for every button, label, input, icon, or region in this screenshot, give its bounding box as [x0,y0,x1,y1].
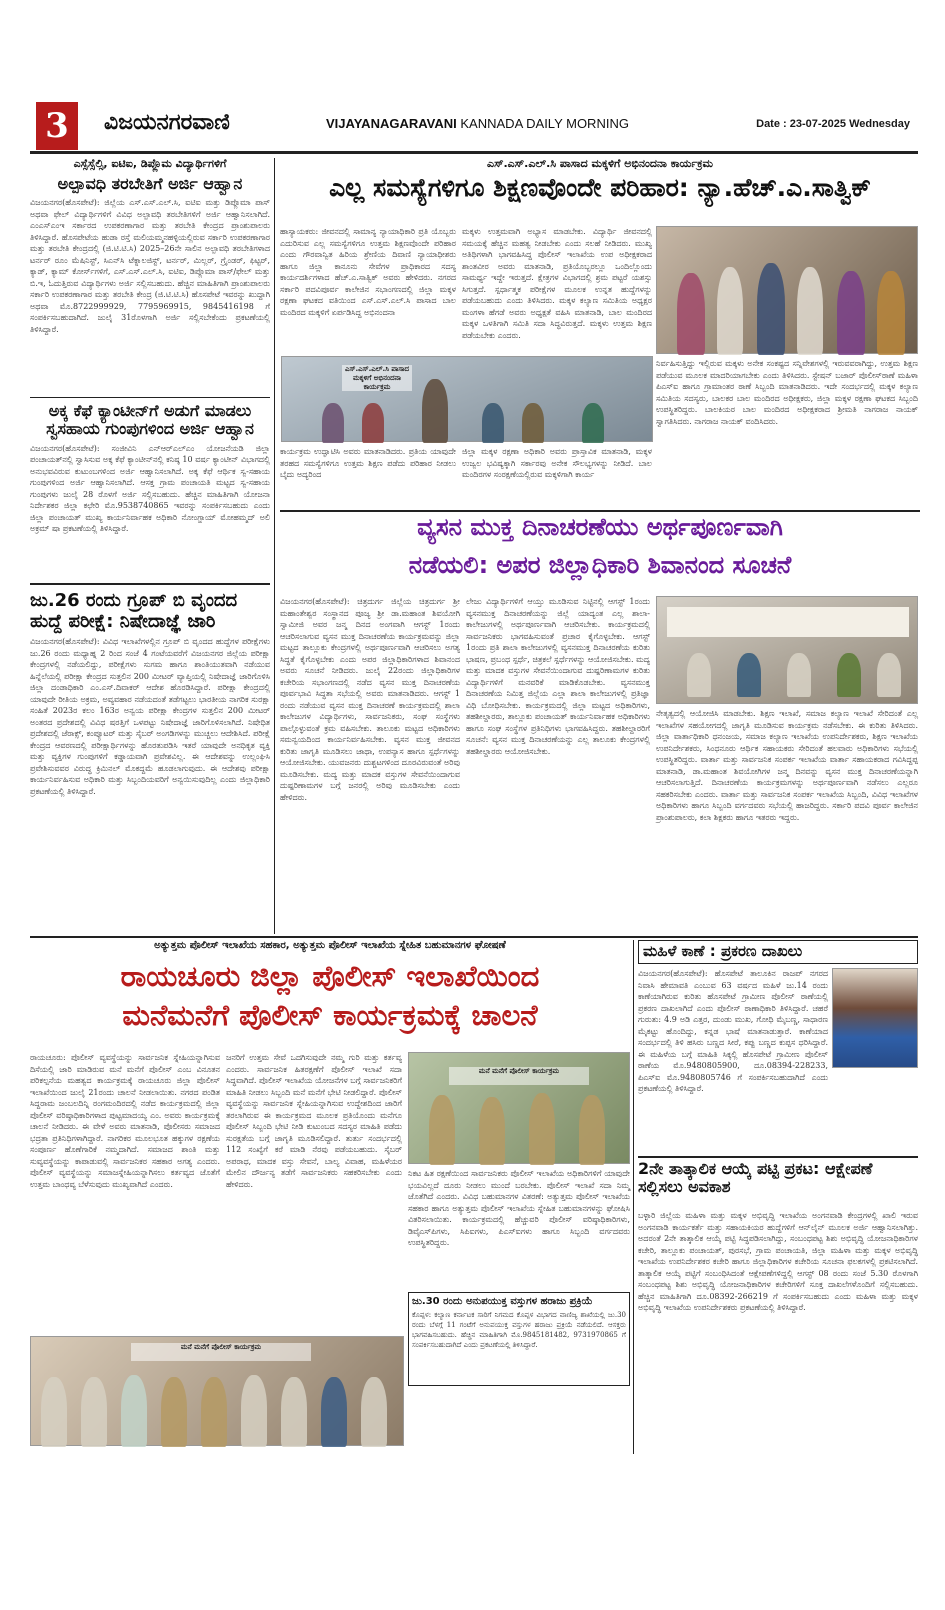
missing-body-rest [638,1070,918,1152]
vyasana-title-line1: ವ್ಯಸನ ಮುಕ್ತ ದಿನಾಚರಣೆಯು ಅರ್ಥಪೂರ್ಣವಾಗಿ [417,513,783,541]
auction-body: ಕೊಪ್ಪಳ: ಕಲ್ಯಾಣ ಕರ್ನಾಟಕ ಸಾರಿಗೆ ನಿಗಮದ ಕೊಪ್ಪಳ ವಿಭಾಗದ ವಾಣಿಜ್ಯ ಶಾಖೆಯಲ್ಲಿ ಜು.30 ರಂದು ಬೆಳಗ್ಗೆ 11 ಗಂಟೆಗೆ ಅನುಪಯುಕ್ತ ವಸ್ತುಗಳ ಹರಾಜು ಪ್ರಕ್ರಿಯೆ ನಡೆಯಲಿದೆ. ಆಸಕ್ತರು ಭಾಗವಹಿಸಬಹುದು. ಹೆಚ್ಚಿನ ಮಾಹಿತಿಗಾಗಿ ಮೊ.9845181482, 9731970865 ಗೆ ಸಂಪರ್ಕಿಸಬಹುದಾಗಿದೆ ಎಂದು ಪ್ರಕಟಣೆಯಲ್ಲಿ ತಿಳಿಸಿದ್ದಾರೆ. [412,1310,626,1349]
newspaper-title: ವಿಜಯನಗರವಾಣಿ [104,110,230,135]
selection-list-body: ಬಳ್ಳಾರಿ ಜಿಲ್ಲೆಯ ಮಹಿಳಾ ಮತ್ತು ಮಕ್ಕಳ ಅಭಿವೃದ್ಧಿ ಇಲಾಖೆಯ ಅಂಗನವಾಡಿ ಕೇಂದ್ರಗಳಲ್ಲಿ ಖಾಲಿ ಇರುವ ಅಂಗನವಾಡಿ ಕಾರ್ಯಕರ್ತೆ ಮತ್ತು ಸಹಾಯಕಿಯರ ಹುದ್ದೆಗಳಿಗೆ ಆನ್‌ಲೈನ್ ಮೂಲಕ ಅರ್ಜಿ ಆಹ್ವಾನಿಸಲಾಗಿತ್ತು. ಅದರಂತೆ 2ನೇ ತಾತ್ಕಾಲಿಕ ಆಯ್ಕೆ ಪಟ್ಟಿ ಸಿದ್ಧಪಡಿಸಲಾಗಿದ್ದು, ಸಂಬಂಧಪಟ್ಟ ಶಿಶು ಅಭಿವೃದ್ಧಿ ಯೋಜನಾಧಿಕಾರಿಗಳ ಕಚೇರಿ, ತಾಲ್ಲೂಕು ಪಂಚಾಯತ್, ಪುರಸಭೆ, ಗ್ರಾಮ ಪಂಚಾಯತಿ, ಜಿಲ್ಲಾ ಮಹಿಳಾ ಮತ್ತು ಮಕ್ಕಳ ಅಭಿವೃದ್ಧಿ ಇಲಾಖೆಯ ಉಪನಿರ್ದೇಶಕರ ಕಚೇರಿ ಹಾಗೂ ಜಿಲ್ಲಾಧಿಕಾರಿಗಳ ಕಚೇರಿಯ ಸೂಚನಾ ಫಲಕಗಳಲ್ಲಿ ಪ್ರಕಟಿಸಲಾಗಿದೆ. ತಾತ್ಕಾಲಿಕ ಆಯ್ಕೆ ಪಟ್ಟಿಗೆ ಸಂಬಂಧಿಸಿದಂತೆ ಆಕ್ಷೇಪಣೆಗಳಿದ್ದಲ್ಲಿ ಆಗಸ್ಟ್ 08 ರಂದು ಸಂಜೆ 5.30 ರೊಳಗಾಗಿ ಸಂಬಂಧಪಟ್ಟ ಶಿಶು ಅಭಿವೃದ್ಧಿ ಯೋಜನಾಧಿಕಾರಿಗಳ ಕಚೇರಿಗಳಿಗೆ ಸೂಕ್ತ ದಾಖಲೆಗಳೊಂದಿಗೆ ಸಲ್ಲಿಸಬಹುದು. ಹೆಚ್ಚಿನ ಮಾಹಿತಿಗಾಗಿ ದೂ.08392-266219 ಗೆ ಸಂಪರ್ಕಿಸಬಹುದು ಎಂದು ಮಹಿಳಾ ಮತ್ತು ಮಕ್ಕಳ ಅಭಿವೃದ್ಧಿ ಇಲಾಖೆಯ ಉಪನಿರ್ದೇಶಕರು ಪ್ರಕಟಣೆಯಲ್ಲಿ ತಿಳಿಸಿದ್ದಾರೆ. [638,1211,918,1312]
vyasana-col3: ನೇತೃತ್ವದಲ್ಲಿ ಆಯೋಜಿಸಿ ಮಾಡಬೇಕು. ಶಿಕ್ಷಣ ಇಲಾಖೆ, ಸಮಾಜ ಕಲ್ಯಾಣ ಇಲಾಖೆ ಸೇರಿದಂತೆ ಎಲ್ಲ ಇಲಾಖೆಗಳ ಸಹಯೋಗದಲ್ಲಿ ಜಾಗೃತಿ ಮೂಡಿಸುವ ಕಾರ್ಯಕ್ರಮ ನಡೆಸಬೇಕು. ಈ ಕುರಿತು ತಿಳಿಸಿದರು. ಜಿಲ್ಲಾ ವಾರ್ತಾಧಿಕಾರಿ ಧನಂಜಯ, ಸಮಾಜ ಕಲ್ಯಾಣ ಇಲಾಖೆಯ ಉಪನಿರ್ದೇಶಕರು, ಶಿಕ್ಷಣ ಇಲಾಖೆಯ ಉಪನಿರ್ದೇಶಕರು, ಸಿಂಧನೂರು ಆರ್ಥಿಕ ಸಹಾಯಕರು ಸೇರಿದಂತೆ ಹಲವಾರು ಅಧಿಕಾರಿಗಳು ಸಭೆಯಲ್ಲಿ ಉಪಸ್ಥಿತರಿದ್ದರು. ವಾರ್ತಾ ಮತ್ತು ಸಾರ್ವಜನಿಕ ಸಂಪರ್ಕ ಇಲಾಖೆಯ ವಾರ್ತಾ ಸಹಾಯಕರಾದ ಗವಿಸಿದ್ದಪ್ಪ ಮಾತನಾಡಿ, ಡಾ.ಮಹಾಂತ ಶಿವಯೋಗಿಗಳ ಜನ್ಮ ದಿನವನ್ನು ವ್ಯಸನ ಮುಕ್ತ ದಿನಾಚರಣೆಯನ್ನಾಗಿ ಆಚರಿಸಲಾಗುತ್ತಿದೆ. ದಿನಾಚರಣೆಯ ಕಾರ್ಯಕ್ರಮಗಳನ್ನು ಅರ್ಥಪೂರ್ಣವಾಗಿ ನಡೆಸಲು ಎಲ್ಲರೂ ಸಹಕರಿಸಬೇಕು ಎಂದರು. ವಾರ್ತಾ ಮತ್ತು ಸಾರ್ವಜನಿಕ ಸಂಪರ್ಕ ಇಲಾಖೆಯ ಸಿಬ್ಬಂದಿ, ವಿವಿಧ ಇಲಾಖೆಗಳ ಅಧಿಕಾರಿಗಳು ಹಾಗೂ ಸಿಬ್ಬಂದಿ ವರ್ಗದವರು ಸಭೆಯಲ್ಲಿ ಹಾಜರಿದ್ದರು. ಸರ್ಕಾರಿ ಪದವಿ ಪೂರ್ವ ಕಾಲೇಜಿನ ಪ್ರಾಂಶುಪಾಲರು, ಕಲಾ ಶಿಕ್ಷಕರು ಹಾಗೂ ಇತರರು ಇದ್ದರು. [656,709,918,822]
lead-photo-stage [281,356,653,442]
police-kicker: ಅತ್ಯುತ್ತಮ ಪೊಲೀಸ್ ಇಲಾಖೆಯ ಸಹಕಾರ, ಅತ್ಯುತ್ತಮ ಪೊಲೀಸ್ ಇಲಾಖೆಯ ಸ್ನೇಹಿತ ಬಹುಮಾನಗಳ ಘೋಷಣೆ [154,940,506,951]
police-photo-banner: ಮನೆ ಮನೆಗೆ ಪೊಲೀಸ್ ಕಾರ್ಯಕ್ರಮ [449,1067,589,1085]
article3-title: ಜು.26 ರಂದು ಗ್ರೂಪ್ ಬಿ ವೃಂದದ ಹುದ್ದೆ ಪರೀಕ್ಷೆ: ನಿಷೇದಾಜ್ಞೆ ಜಾರಿ [30,589,238,632]
police-award-photo [408,1052,630,1164]
police-col2: ಜನರಿಗೆ ಉತ್ತಮ ಸೇವೆ ಒದಗಿಸುವುದೇ ನಮ್ಮ ಗುರಿ ಮತ್ತು ಕರ್ತವ್ಯ ಎಂದರು. ಸಾರ್ವಜನಿಕ ಹಿತರಕ್ಷಣೆಗೆ ಪೊಲೀಸ್ ಇಲಾಖೆ ಸದಾ ಸಿದ್ಧವಾಗಿದೆ. ಪೊಲೀಸ್ ಇಲಾಖೆಯ ಯೋಜನೆಗಳ ಬಗ್ಗೆ ಸಾರ್ವಜನಿಕರಿಗೆ ಮಾಹಿತಿ ನೀಡಲು ಸಿಬ್ಬಂದಿ ಮನೆ ಮನೆಗೆ ಭೇಟಿ ನೀಡಲಿದ್ದಾರೆ. ಪೊಲೀಸ್ ವ್ಯವಸ್ಥೆಯನ್ನು ಸಾರ್ವಜನಿಕ ಸ್ನೇಹಿಯನ್ನಾಗಿಸುವ ಉದ್ದೇಶದಿಂದ ಜಾರಿಗೆ ತರಲಾಗಿರುವ ಈ ಕಾರ್ಯಕ್ರಮದ ಮೂಲಕ ಪ್ರತಿಯೊಂದು ಮನೆಗೂ ಪೊಲೀಸ್ ಸಿಬ್ಬಂದಿ ಭೇಟಿ ನೀಡಿ ಕುಟುಂಬದ ಸದಸ್ಯರ ಮಾಹಿತಿ ಪಡೆದು ಸುರಕ್ಷತೆಯ ಬಗ್ಗೆ ಜಾಗೃತಿ ಮೂಡಿಸಲಿದ್ದಾರೆ. ತುರ್ತು ಸಂದರ್ಭದಲ್ಲಿ 112 ಸಂಖ್ಯೆಗೆ ಕರೆ ಮಾಡಿ ನೆರವು ಪಡೆಯಬಹುದು. ಸೈಬರ್ ಅಪರಾಧ, ಮಾದಕ ವಸ್ತು ಸೇವನೆ, ಬಾಲ್ಯ ವಿವಾಹ, ಮಹಿಳೆಯರ ಮೇಲಿನ ದೌರ್ಜನ್ಯ ತಡೆಗೆ ಸಾರ್ವಜನಿಕರು ಸಹಕರಿಸಬೇಕು ಎಂದು ಹೇಳಿದರು. [226,1053,402,1189]
police-group-photo-banner: ಮನೆ ಮನೆಗೆ ಪೊಲೀಸ್ ಕಾರ್ಯಕ್ರಮ [131,1343,311,1361]
issue-date: Date : 23-07-2025 Wednesday [756,118,910,130]
masthead [30,102,918,154]
lead-col1-top: ಹಾಸ್ಯಾಯಕರು: ಜೀವನದಲ್ಲಿ ಸಾಮಾನ್ಯ ನ್ಯಾಯಾಧಿಕಾರಿ ಪ್ರತಿ ಯೊಬ್ಬರು ಎದುರಿಸುವ ಎಲ್ಲ ಸಮಸ್ಯೆಗಳಿಗೂ ಉತ್ತಮ ಶಿಕ್ಷಣವೊಂದೇ ಪರಿಹಾರ ಎಂದು ಗೌರವಾನ್ವಿತ ಹಿರಿಯ ಶ್ರೇಣಿಯ ದಿವಾಣಿ ನ್ಯಾಯಾಧೀಶರು ಹಾಗೂ ಜಿಲ್ಲಾ ಕಾನೂನು ಸೇವೆಗಳ ಪ್ರಾಧಿಕಾರದ ಸದಸ್ಯ ಕಾರ್ಯದರ್ಶಿಗಳಾದ ಹೆಚ್.ಎ.ಸಾತ್ವಿಕ್ ಅವರು ಹೇಳಿದರು. ನಗರದ ಸರ್ಕಾರಿ ಪದವಿಪೂರ್ವ ಕಾಲೇಜಿನ ಸಭಾಂಗಣದಲ್ಲಿ ಜಿಲ್ಲಾ ಮಕ್ಕಳ ರಕ್ಷಣಾ ಘಟಕದ ವತಿಯಿಂದ ಎಸ್.ಎಸ್.ಎಲ್.ಸಿ ಪಾಸಾದ ಬಾಲ ಮಂದಿರದ ಮಕ್ಕಳಿಗೆ ಏರ್ಪಡಿಸಿದ್ದ ಅಭಿನಂದನಾ [280,227,456,317]
police-group-photo [30,1336,404,1446]
missing-body-top: ವಿಜಯನಗರ(ಹೊಸಪೇಟೆ): ಹೊಸಪೇಟೆ ತಾಲೂಕಿನ ರಾಜಪ್ ನಗರದ ನಿವಾಸಿ ಹೇಮಾವತಿ ಎಂಬುವ 63 ವರ್ಷದ ಮಹಿಳೆ ಜು.14 ರಂದು ಕಾಣೆಯಾಗಿರುವ ಕುರಿತು ಹೊಸಪೇಟೆ ಗ್ರಾಮೀಣ ಪೊಲೀಸ್ ಠಾಣೆಯಲ್ಲಿ ಪ್ರಕರಣ ದಾಖಲಾಗಿದೆ ಎಂದು ಪೊಲೀಸ್ ಠಾಣಾಧಿಕಾರಿ ತಿಳಿಸಿದ್ದಾರೆ. ಚಹರೆ ಗುರುತು: 4.9 ಅಡಿ ಎತ್ತರ, ದುಂಡು ಮುಖ, ಗೋಧಿ ಮೈಬಣ್ಣ, ಸಾಧಾರಣ ಮೈಕಟ್ಟು ಹೊಂದಿದ್ದು, ಕನ್ನಡ ಭಾಷೆ ಮಾತನಾಡುತ್ತಾರೆ. ಕಾಣೆಯಾದ ಸಂದರ್ಭದಲ್ಲಿ ತಿಳಿ ಹಸಿರು ಬಣ್ಣದ ಸೀರೆ, ಕಪ್ಪು ಬಣ್ಣದ ಕುಪ್ಪಸ ಧರಿಸಿದ್ದಾರೆ. ಈ ಮಹಿಳೆಯ ಬಗ್ಗೆ ಮಾಹಿತಿ ಸಿಕ್ಕಲ್ಲಿ ಹೊಸಪೇಟೆ ಗ್ರಾಮೀಣ ಪೊಲೀಸ್ ಠಾಣೆಯ ಮೊ.9480805900, ದೂ.08394-228233, ಪಿಎಸ್‌ಐ ಮೊ.9480805746 ಗೆ ಸಂಪರ್ಕಿಸಬಹುದಾಗಿದೆ ಎಂದು ಪ್ರಕಟಣೆಯಲ್ಲಿ ತಿಳಿಸಿದ್ದಾರೆ. [638,969,828,1093]
police-col1: ರಾಯಚೂರು: ಪೊಲೀಸ್ ವ್ಯವಸ್ಥೆಯನ್ನು ಸಾರ್ವಜನಿಕ ಸ್ನೇಹಿಯನ್ನಾಗಿಸುವ ದಿಸೆಯಲ್ಲಿ ಜಾರಿ ಮಾಡಿರುವ ಮನೆ ಮನೆಗೆ ಪೊಲೀಸ್ ಎಂಬ ವಿನೂತನ ಪರಿಕಲ್ಪನೆಯ ಮಹತ್ವದ ಕಾರ್ಯಕ್ರಮಕ್ಕೆ ರಾಯಚೂರು ಜಿಲ್ಲಾ ಪೊಲೀಸ್ ಇಲಾಖೆಯಿಂದ ಜುಲೈ 21ರಂದು ಚಾಲನೆ ನೀಡಲಾಯಿತು. ನಗರದ ಪಂಡಿತ ಸಿದ್ದರಾಮ ಜಂಬಲದಿನ್ನಿ ರಂಗಮಂದಿರದಲ್ಲಿ ನಡೆದ ಕಾರ್ಯಕ್ರಮದಲ್ಲಿ ಜಿಲ್ಲಾ ಪೊಲೀಸ್ ವರಿಷ್ಠಾಧಿಕಾರಿಗಳಾದ ಪುಟ್ಟಮಾದಯ್ಯ ಎಂ. ಅವರು ಕಾರ್ಯಕ್ರಮಕ್ಕೆ ಚಾಲನೆ ನೀಡಿದರು. ಈ ವೇಳೆ ಅವರು ಮಾತನಾಡಿ, ಪೊಲೀಸರು ಸಮಾಜದ ಭದ್ರತಾ ಪ್ರತಿನಿಧಿಗಳಾಗಿದ್ದಾರೆ. ನಾಗರಿಕರ ಮೂಲಭೂತ ಹಕ್ಕುಗಳ ರಕ್ಷಣೆಯ ಸಂಪೂರ್ಣ ಹೊಣೆಗಾರಿಕೆ ನಮ್ಮದಾಗಿದೆ. ಸಮಾಜದ ಶಾಂತಿ ಮತ್ತು ಸುವ್ಯವಸ್ಥೆಯನ್ನು ಕಾಪಾಡುವಲ್ಲಿ ಸಾರ್ವಜನಿಕರ ಸಹಕಾರ ಅಗತ್ಯ ಎಂದರು. ಪೊಲೀಸ್ ವ್ಯವಸ್ಥೆಯನ್ನು ಸಮಾಜಸ್ನೇಹಿಯನ್ನಾಗಿಸಲು ಕರ್ತವ್ಯದ ಜೊತೆಗೆ ಉತ್ತಮ ಬಾಂಧವ್ಯ ಬೆಳೆಸುವುದು ಮುಖ್ಯವಾಗಿದೆ ಎಂದರು. [30,1053,220,1189]
article3-body: ವಿಜಯನಗರ(ಹೊಸಪೇಟೆ): ವಿವಿಧ ಇಲಾಖೆಗಳಲ್ಲಿನ ಗ್ರೂಪ್ ಬಿ ವೃಂದದ ಹುದ್ದೆಗಳ ಪರೀಕ್ಷೆಗಳು ಜು.26 ರಂದು ಮಧ್ಯಾಹ್ನ 2 ರಿಂದ ಸಂಜೆ 4 ಗಂಟೆಯವರೆಗೆ ವಿಜಯನಗರ ಜಿಲ್ಲೆಯ ಪರೀಕ್ಷಾ ಕೇಂದ್ರಗಳಲ್ಲಿ ನಡೆಯಲಿದ್ದು, ಪರೀಕ್ಷೆಗಳು ಸುಗಮ ಹಾಗೂ ಶಾಂತಿಯುತವಾಗಿ ನಡೆಯುವ ಹಿನ್ನೆಲೆಯಲ್ಲಿ ಪರೀಕ್ಷಾ ಕೇಂದ್ರದ ಸುತ್ತಲಿನ 200 ಮೀಟರ್ ವ್ಯಾಪ್ತಿಯಲ್ಲಿ ನಿಷೇದಾಜ್ಞೆ ಜಾರಿಗೊಳಿಸಿ ಜಿಲ್ಲಾ ದಂಡಾಧಿಕಾರಿ ಎಂ.ಎಸ್.ದಿವಾಕರ್ ಆದೇಶ ಹೊರಡಿಸಿದ್ದಾರೆ. ಪರೀಕ್ಷಾ ಕೇಂದ್ರದಲ್ಲಿ ಯಾವುದೇ ರೀತಿಯ ಅಕ್ರಮ, ಅವ್ಯವಹಾರ ನಡೆಯದಂತೆ ತಡೆಗಟ್ಟಲು ಭಾರತೀಯ ನಾಗರಿಕ ಸುರಕ್ಷಾ ಸಂಹಿತೆ 2023ರ ಕಲಂ 163ರ ಅನ್ವಯ ಪರೀಕ್ಷಾ ಕೇಂದ್ರಗಳ ಸುತ್ತಲಿನ 200 ಮೀಟರ್ ಅಂತರದ ಪ್ರದೇಶದಲ್ಲಿ ವಿವಿಧ ಷರತ್ತಿಗೆ ಒಳಪಟ್ಟು ನಿಷೇದಾಜ್ಞೆ ಜಾರಿಗೊಳಿಸಲಾಗಿದೆ. ನಿಷೇಧಿತ ಪ್ರದೇಶದಲ್ಲಿ ಜೆರಾಕ್ಸ್, ಕಂಪ್ಯೂಟರ್ ಮತ್ತು ಸೈಬರ್ ಅಂಗಡಿಗಳನ್ನು ಮುಚ್ಚಲು ಆದೇಶಿಸಿದೆ. ಪರೀಕ್ಷೆ ಕೇಂದ್ರದ ಆವರಣದಲ್ಲಿ ಪರೀಕ್ಷಾರ್ಥಿಗಳನ್ನು ಹೊರತುಪಡಿಸಿ ಇತರೆ ಯಾವುದೇ ಅನಧಿಕೃತ ವ್ಯಕ್ತಿ ಮತ್ತು ವ್ಯಕ್ತಿಗಳ ಗುಂಪುಗಳಿಗೆ ಕಡ್ಡಾಯವಾಗಿ ಪ್ರವೇಶವಿಲ್ಲ. ಈ ಆದೇಶವನ್ನು ಉಲ್ಲಂಘಿಸಿ ಪ್ರವೇಶಿಸುವವರ ವಿರುದ್ಧ ಕ್ರಿಮಿನಲ್ ಮೊಕದ್ದಮೆ ಹೂಡಲಾಗುವುದು. ಈ ಆದೇಶವು ಪರೀಕ್ಷಾ ಕಾರ್ಯನಿರ್ವಹಿಸುವ ಅಧಿಕಾರಿ ಮತ್ತು ಸಿಬ್ಬಂದಿಯವರಿಗೆ ಅನ್ವಯಿಸುವುದಿಲ್ಲ ಎಂದು ಜಿಲ್ಲಾಧಿಕಾರಿ ಪ್ರಕಟಣೆಯಲ್ಲಿ ತಿಳಿಸಿದ್ದಾರೆ. [30,637,270,796]
lead-photo-banner: ಎಸ್.ಎಸ್.ಎಲ್.ಸಿ ಪಾಸಾದ ಮಕ್ಕಳಿಗೆ ಅಭಿನಂದನಾ ಕಾರ್ಯಕ್ರಮ [342,365,412,391]
left-column [30,158,270,934]
auction-title: ಜು.30 ರಂದು ಅನುಪಯುಕ್ತ ವಸ್ತುಗಳ ಹರಾಜು ಪ್ರಕ್ರಿಯೆ [412,1296,593,1307]
police-title-line1: ರಾಯಚೂರು ಜಿಲ್ಲಾ ಪೊಲೀಸ್ ಇಲಾಖೆಯಿಂದ [120,958,540,993]
lead-col2-top: ಮಕ್ಕಳು ಉತ್ತಮವಾಗಿ ಅಭ್ಯಾಸ ಮಾಡಬೇಕು. ವಿದ್ಯಾರ್ಥಿ ಜೀವನದಲ್ಲಿ ಸಮಯಕ್ಕೆ ಹೆಚ್ಚಿನ ಮಹತ್ವ ನೀಡಬೇಕು ಎಂದು ಸಲಹೆ ನೀಡಿದರು. ಮುಖ್ಯ ಅತಿಥಿಗಳಾಗಿ ಭಾಗವಹಿಸಿದ್ದ ಪೊಲೀಸ್ ಇಲಾಖೆಯ ಉಪ ಅಧೀಕ್ಷಕರಾದ ಶಾಂತವೀರ ಅವರು ಮಾತನಾಡಿ, ಪ್ರತಿಯೊಬ್ಬರಲ್ಲೂ ಒಂದಿಲ್ಲೊಂದು ಸಾಮರ್ಥ್ಯ ಇದ್ದೇ ಇರುತ್ತದೆ. ಕ್ಷೇತ್ರಗಳ ವಿಭಾಗದಲ್ಲಿ ಶ್ರಮ ಪಟ್ಟರೆ ಯಶಸ್ಸು ಸಿಗುತ್ತದೆ. ಸ್ಪರ್ಧಾತ್ಮಕ ಪರೀಕ್ಷೆಗಳ ಮೂಲಕ ಉನ್ನತ ಹುದ್ದೆಗಳನ್ನು ಪಡೆಯಬಹುದು ಎಂದು ತಿಳಿಸಿದರು. ಮಕ್ಕಳ ಕಲ್ಯಾಣ ಸಮಿತಿಯ ಅಧ್ಯಕ್ಷರ ಮಂಗಳಾ ಹೆಗಡೆ ಅವರು ಅಧ್ಯಕ್ಷತೆ ವಹಿಸಿ ಮಾತನಾಡಿ, ಬಾಲ ಮಂದಿರದ ಮಕ್ಕಳ ಒಳತಿಗಾಗಿ ಸಮಿತಿ ಸದಾ ಸಿದ್ಧವಿರುತ್ತದೆ. ಮಕ್ಕಳು ಉತ್ತಮ ಶಿಕ್ಷಣ ಪಡೆಯಬೇಕು ಎಂದರು. [462,227,652,340]
newspaper-title-english: VIJAYANAGARAVANI KANNADA DAILY MORNING [326,116,629,131]
missing-title: ಮಹಿಳೆ ಕಾಣೆ : ಪ್ರಕರಣ ದಾಖಲು [643,942,803,960]
missing-woman-photo [832,968,918,1068]
missing-title-box [638,940,918,964]
article1-body: ವಿಜಯನಗರ(ಹೊಸಪೇಟೆ): ಜಿಲ್ಲೆಯ ಎಸ್.ಎಸ್.ಎಲ್.ಸಿ, ಐಟಿಐ ಮತ್ತು ಡಿಪ್ಲೊಮಾ ಪಾಸ್ ಅಥವಾ ಫೇಲ್ ವಿದ್ಯಾರ್ಥಿಗಳಿಗೆ ವಿವಿಧ ಅಲ್ಪಾವಧಿ ತರಬೇತಿಗಳಿಗೆ ಅರ್ಜಿ ಆಹ್ವಾನಿಸಲಾಗಿದೆ. ಎಂಎಸ್ಎಂಇ ಸರ್ಕಾರದ ಉಪಕರಣಾಗಾರ ಮತ್ತು ತರಬೇತಿ ಕೇಂದ್ರದ ಪ್ರಾಂಶುಪಾಲರು ತಿಳಿಸಿದ್ದಾರೆ. ಹೊಸಪೇಟೆಯ ಹುಡಾ ರಸ್ತೆ ಮಲಿಯಮ್ಮನಹಳ್ಳಿಯಲ್ಲಿರುವ ಸರ್ಕಾರಿ ಉಪಕರಣಾಗಾರ ಮತ್ತು ತರಬೇತಿ ಕೇಂದ್ರದಲ್ಲಿ (ಜಿ.ಟಿ.ಟಿ.ಸಿ) 2025–26ನೇ ಸಾಲಿನ ಅಲ್ಪಾವಧಿ ತರಬೇತಿಗಳಾದ ಟರ್ನರ್ ರೂಂ ಮೆಷಿನಿಸ್ಟ್, ಸಿಎನ್‌ಸಿ ಟೆಕ್ನಾಲಜಿಸ್ಟ್, ಟರ್ನರ್, ಮಿಲ್ಲರ್, ಗ್ರೈಂಡರ್, ಫಿಟ್ಟರ್, ಕ್ಯಾಡ್, ಕ್ಯಾಮ್ ಕೋರ್ಸ್‌ಗಳಿಗೆ, ಎಸ್.ಎಸ್.ಎಲ್.ಸಿ, ಐಟಿಐ, ಡಿಪ್ಲೊಮಾ ಪಾಸ್/ಫೇಲ್ ಮತ್ತು ಬಿ.ಇ, ಓದುತ್ತಿರುವ ವಿದ್ಯಾರ್ಥಿಗಳು ಅರ್ಜಿ ಸಲ್ಲಿಸಬಹುದು. ಹೆಚ್ಚಿನ ಮಾಹಿತಿಗಾಗಿ ಪ್ರಾಂಶುಪಾಲರು ಸರ್ಕಾರಿ ಉಪಕರಣಾಗಾರ ಮತ್ತು ತರಬೇತಿ ಕೇಂದ್ರ (ಜಿ.ಟಿ.ಟಿ.ಸಿ) ಹೊಸಪೇಟೆ ಇವರನ್ನು ಖುದ್ದಾಗಿ ಅಥವಾ ಮೊ.8722999929, 7795969915, 9845416198 ಗೆ ಸಂಪರ್ಕಿಸಬಹುದಾಗಿದೆ. ಜುಲೈ 31ರೊಳಗಾಗಿ ಅರ್ಜಿ ಸಲ್ಲಿಸಬೇಕೆಂದು ಪ್ರಕಟಣೆಯಲ್ಲಿ ತಿಳಿಸಿದ್ದಾರೆ. [30,198,270,334]
police-col3: ನಿಕಟ ಹಿತ ರಕ್ಷಣೆಯಿಂದ ಸಾರ್ವಜನಿಕರು ಪೊಲೀಸ್ ಇಲಾಖೆಯ ಅಧಿಕಾರಿಗಳಿಗೆ ಯಾವುದೇ ಭಯವಿಲ್ಲದೆ ದೂರು ನೀಡಲು ಮುಂದೆ ಬರಬೇಕು. ಪೊಲೀಸ್ ಇಲಾಖೆ ಸದಾ ನಿಮ್ಮ ಜೊತೆಗಿದೆ ಎಂದರು. ವಿವಿಧ ಬಹುಮಾನಗಳ ವಿತರಣೆ: ಅತ್ಯುತ್ತಮ ಪೊಲೀಸ್ ಇಲಾಖೆಯ ಸಹಕಾರ ಹಾಗೂ ಅತ್ಯುತ್ತಮ ಪೊಲೀಸ್ ಇಲಾಖೆಯ ಸ್ನೇಹಿತ ಬಹುಮಾನಗಳನ್ನು ಘೋಷಿಸಿ ವಿತರಿಸಲಾಯಿತು. ಕಾರ್ಯಕ್ರಮದಲ್ಲಿ ಹೆಚ್ಚುವರಿ ಪೊಲೀಸ್ ವರಿಷ್ಠಾಧಿಕಾರಿಗಳು, ಡಿವೈಎಸ್‌ಪಿಗಳು, ಸಿಪಿಐಗಳು, ಪಿಎಸ್‌ಐಗಳು ಹಾಗೂ ಸಿಬ್ಬಂದಿ ವರ್ಗದವರು ಉಪಸ್ಥಿತರಿದ್ದರು. [408,1169,630,1247]
article2-body: ವಿಜಯನಗರ(ಹೊಸಪೇಟೆ): ಸಂಜೀವಿನಿ ಎನ್‌ಆರ್‌ಎಲ್ಎಂ ಯೋಜನೆಯಡಿ ಜಿಲ್ಲಾ ಪಂಚಾಯತ್‌ನಲ್ಲಿ ಸ್ವಾಸಿಸುವ ಅಕ್ಕ ಕೆಫೆ ಕ್ಯಾಂಟೀನ್‌ನಲ್ಲಿ ಕನಿಷ್ಠ 10 ವರ್ಷ ಕ್ಯಾಂಟೀನ್ ವಿಭಾಗದಲ್ಲಿ ಅನುಭವವಿರುವ ಕುಟುಂಬಗಳಿಂದ ಅರ್ಜಿ ಆಹ್ವಾನಿಸಲಾಗಿದೆ. ಅಕ್ಕ ಕೆಫೆ ಆರ್ಥಿಕ ಸ್ವ-ಸಹಾಯ ಗುಂಪುಗಳಿಂದ ಅರ್ಜಿ ಆಹ್ವಾನಿಸಲಾಗಿದೆ. ಆಸಕ್ತ ಗ್ರಾಮ ಪಂಚಾಯತಿ ಮಟ್ಟದ ಸ್ವ-ಸಹಾಯ ಗುಂಪುಗಳು ಜುಲೈ 28 ರೊಳಗೆ ಅರ್ಜಿ ಸಲ್ಲಿಸಬಹುದು. ಹೆಚ್ಚಿನ ಮಾಹಿತಿಗಾಗಿ ಯೋಜನಾ ನಿರ್ದೇಶಕರ ಜಿಲ್ಲಾ ಕಛೇರಿ ಮೊ.9538740865 ಇವರನ್ನು ಸಂಪರ್ಕಿಸಬಹುದು ಎಂದು ಜಿಲ್ಲಾ ಪಂಚಾಯತ್ ಮುಖ್ಯ ಕಾರ್ಯನಿರ್ವಾಹಕ ಅಧಿಕಾರಿ ನೋಂಗ್ಜಾಯ್ ಮೋಹಮ್ಮದ್ ಅಲಿ ಅಕ್ರಮ್ ಷಾ ಪ್ರಕಟಣೆಯಲ್ಲಿ ತಿಳಿಸಿದ್ದಾರೆ. [30,443,270,534]
selection-list-title: 2ನೇ ತಾತ್ಕಾಲಿಕ ಆಯ್ಕೆ ಪಟ್ಟಿ ಪ್ರಕಟ: ಆಕ್ಷೇಪಣೆ ಸಲ್ಲಿಸಲು ಅವಕಾಶ [638,1159,873,1197]
lead-kicker: ಎಸ್.ಎಸ್.ಎಲ್.ಸಿ ಪಾಸಾದ ಮಕ್ಕಳಿಗೆ ಅಭಿನಂದನಾ ಕಾರ್ಯಕ್ರಮ [487,157,713,170]
lead-col1-bottom: ಕಾರ್ಯಕ್ರಮ ಉದ್ಘಾಟಿಸಿ ಅವರು ಮಾತನಾಡಿದರು. ಪ್ರತಿಯ ಯಾವುದೇ ತರಹದ ಸಮಸ್ಯೆಗಳಿಗೂ ಉತ್ತಮ ಶಿಕ್ಷಣ ಪಡೆದು ಪರಿಹಾರ ನೀಡಲು ಬೈದು ಅದ್ಯರಿಂದ [280,447,456,479]
vyasana-col2: ಲೇಜು ವಿದ್ಯಾರ್ಥಿಗಳಿಗೆ ಆಯ್ತು ಮೂಡಿಸುವ ನಿಟ್ಟಿನಲ್ಲಿ ಆಗಸ್ಟ್ 1ರಂದು ವ್ಯಸನಮುಕ್ತ ದಿನಾಚರಣೆಯನ್ನು ಜಿಲ್ಲೆ ಯಾದ್ಯಂತ ಎಲ್ಲ ಶಾಲಾ-ಕಾಲೇಜುಗಳಲ್ಲಿ ಅರ್ಥಪೂರ್ಣವಾಗಿ ಆಚರಿಸಬೇಕು. ಕಾರ್ಯಕ್ರಮದಲ್ಲಿ ಸಾರ್ವಜನಿಕರು ಭಾಗವಹಿಸುವಂತೆ ಪ್ರಚಾರ ಕೈಗೊಳ್ಳಬೇಕು. ಆಗಸ್ಟ್ 1ರಂದು ಪ್ರತಿ ಶಾಲಾ ಕಾಲೇಜುಗಳಲ್ಲಿ ವ್ಯಸನಮುಕ್ತ ದಿನಾಚರಣೆಯ ಕುರಿತು ಭಾಷಣ, ಪ್ರಬಂಧ ಸ್ಪರ್ಧೆ, ಚಿತ್ರಕಲೆ ಸ್ಪರ್ಧೆಗಳನ್ನು ಆಯೋಜಿಸಬೇಕು. ಮದ್ಯ ಮತ್ತು ಮಾದಕ ವಸ್ತುಗಳ ಸೇವನೆಯಿಂದಾಗುವ ದುಷ್ಪರಿಣಾಮಗಳ ಕುರಿತು ವಿದ್ಯಾರ್ಥಿಗಳಿಗೆ ಮನವರಿಕೆ ಮಾಡಿಕೊಡಬೇಕು. ವ್ಯಸನಮುಕ್ತ ದಿನಾಚರಣೆಯ ನಿಮಿತ್ತ ಜಿಲ್ಲೆಯ ಎಲ್ಲಾ ಶಾಲಾ ಕಾಲೇಜುಗಳಲ್ಲಿ ಪ್ರತಿಜ್ಞಾ ವಿಧಿ ಬೋಧಿಸಬೇಕು. ಕಾರ್ಯಕ್ರಮದಲ್ಲಿ ಜಿಲ್ಲಾ ಮಟ್ಟದ ಅಧಿಕಾರಿಗಳು, ತಹಶೀಲ್ದಾರರು, ತಾಲ್ಲೂಕು ಪಂಚಾಯತ್ ಕಾರ್ಯನಿರ್ವಾಹಕ ಅಧಿಕಾರಿಗಳು ಹಾಗೂ ಸಂಘ ಸಂಸ್ಥೆಗಳ ಪ್ರತಿನಿಧಿಗಳು ಭಾಗವಹಿಸಿದ್ದರು. ತಹಶೀಲ್ದಾರರಿಗೆ ಸೂಚನೆ: ವ್ಯಸನ ಮುಕ್ತ ದಿನಾಚರಣೆಯನ್ನು ಎಲ್ಲ ತಾಲೂಕು ಕೇಂದ್ರಗಳಲ್ಲಿ ತಹಶೀಲ್ದಾರರು ಆಯೋಜಿಸಬೇಕು. [466,597,650,756]
lead-title: ಎಲ್ಲ ಸಮಸ್ಯೆಗಳಿಗೂ ಶಿಕ್ಷಣವೊಂದೇ ಪರಿಹಾರ: ನ್ಯಾ.ಹೆಚ್.ಎ.ಸಾತ್ವಿಕ್ [329,172,871,202]
article1-title: ಅಲ್ಪಾವಧಿ ತರಬೇತಿಗೆ ಅರ್ಜಿ ಆಹ್ವಾನ [57,173,243,193]
lead-col2-bottom: ಜಿಲ್ಲಾ ಮಕ್ಕಳ ರಕ್ಷಣಾ ಅಧಿಕಾರಿ ಅವರು ಪ್ರಾಸ್ತಾವಿಕ ಮಾತನಾಡಿ, ಮಕ್ಕಳ ಉಜ್ವಲ ಭವಿಷ್ಯಕ್ಕಾಗಿ ಸರ್ಕಾರವು ಅನೇಕ ಸೌಲಭ್ಯಗಳನ್ನು ನೀಡಿದೆ. ಬಾಲ ಮಂದಿರಗಳ ಸಂರಕ್ಷಣೆಯಲ್ಲಿರುವ ಮಕ್ಕಳಿಗಾಗಿ ಕಾರ್ಯ [462,447,652,479]
vyasana-col1: ವಿಜಯನಗರ(ಹೊಸಪೇಟೆ): ಚಿತ್ರದುರ್ಗ ಜಿಲ್ಲೆಯ ಚಿತ್ರದುರ್ಗ ಶ್ರೀ ಮಹಾಂತೇಶ್ವರ ಸಂಸ್ಥಾನದ ಪೂಜ್ಯ ಶ್ರೀ ಡಾ.ಮಹಾಂತ ಶಿವಯೋಗಿ ಸ್ವಾಮೀಜಿ ಅವರ ಜನ್ಮ ದಿನದ ಅಂಗವಾಗಿ ಆಗಸ್ಟ್ 1ರಂದು ಆಚರಿಸಲಾಗುವ ವ್ಯಸನ ಮುಕ್ತ ದಿನಾಚರಣೆಯ ಕಾರ್ಯಕ್ರಮವನ್ನು ಜಿಲ್ಲಾ ಮಟ್ಟದ ತಾಲ್ಲೂಕು ಕೇಂದ್ರಗಳಲ್ಲಿ ಅರ್ಥಪೂರ್ಣವಾಗಿ ಆಚರಿಸಲು ಅಗತ್ಯ ಸಿದ್ಧತೆ ಕೈಗೊಳ್ಳಬೇಕು ಎಂದು ಅಪರ ಜಿಲ್ಲಾಧಿಕಾರಿಗಳಾದ ಶಿವಾನಂದ ಅವರು ಸೂಚನೆ ನೀಡಿದರು. ಜುಲೈ 22ರಂದು ಜಿಲ್ಲಾಧಿಕಾರಿಗಳ ಕಚೇರಿಯ ಸಭಾಂಗಣದಲ್ಲಿ ನಡೆದ ವ್ಯಸನ ಮುಕ್ತ ದಿನಾಚರಣೆಯ ಪೂರ್ವಭಾವಿ ಸಿದ್ಧತಾ ಸಭೆಯಲ್ಲಿ ಅವರು ಮಾತನಾಡಿದರು. ಆಗಸ್ಟ್ 1 ರಂದು ನಡೆಯುವ ವ್ಯಸನ ಮುಕ್ತ ದಿನಾಚರಣೆ ಕಾರ್ಯಕ್ರಮದಲ್ಲಿ ಶಾಲಾ ಕಾಲೇಜುಗಳ ವಿದ್ಯಾರ್ಥಿಗಳು, ಸಾರ್ವಜನಿಕರು, ಸಂಘ ಸಂಸ್ಥೆಗಳು ಪಾಲ್ಗೊಳ್ಳುವಂತೆ ಕ್ರಮ ವಹಿಸಬೇಕು. ತಾಲೂಕು ಮಟ್ಟದ ಅಧಿಕಾರಿಗಳು ಸಮನ್ವಯದಿಂದ ಕಾರ್ಯನಿರ್ವಹಿಸಬೇಕು. ವ್ಯಸನ ಮುಕ್ತ ಜೀವನದ ಕುರಿತು ಜಾಗೃತಿ ಮೂಡಿಸಲು ಜಾಥಾ, ಉಪನ್ಯಾಸ ಹಾಗೂ ಸ್ಪರ್ಧೆಗಳನ್ನು ಆಯೋಜಿಸಬೇಕು. ಯುವಜನರು ದುಶ್ಚಟಗಳಿಂದ ದೂರವಿರುವಂತೆ ಅರಿವು ಮೂಡಿಸಬೇಕು. ಮದ್ಯ ಮತ್ತು ಮಾದಕ ವಸ್ತುಗಳ ಸೇವನೆಯಿಂದಾಗುವ ದುಷ್ಪರಿಣಾಮಗಳ ಬಗ್ಗೆ ಜನರಲ್ಲಿ ಅರಿವು ಮೂಡಿಸಬೇಕು ಎಂದು ಹೇಳಿದರು. [280,597,460,802]
vyasana-title-line2: ನಡೆಯಲಿ: ಅಪರ ಜಿಲ್ಲಾಧಿಕಾರಿ ಶಿವಾನಂದ ಸೂಚನೆ [408,551,792,579]
lead-photo-lamp [656,226,918,354]
lead-col3: ನಿರ್ವಹಿಸುತ್ತಿದ್ದು ಇಲ್ಲಿರುವ ಮಕ್ಕಳು ಅನೇಕ ಸಂಕಷ್ಟದ ಸನ್ನಿವೇಶಗಳಲ್ಲಿ ಇರುವವರಾಗಿದ್ದು, ಉತ್ತಮ ಶಿಕ್ಷಣ ಪಡೆಯುವ ಮೂಲಕ ಮಾದರಿಯಾಗಬೇಕು ಎಂದು ತಿಳಿಸಿದರು. ಸ್ಟೇಷನ್ ಬಜಾರ್ ಪೊಲೀಸ್‌ಠಾಣೆ ಮಹಿಳಾ ಪಿಎಸ್‌ಐ ಹಾಗೂ ಗ್ರಾಮಾಂತರ ಠಾಣೆ ಸಿಬ್ಬಂದಿ ಮಾತನಾಡಿದರು. ಇದೇ ಸಂದರ್ಭದಲ್ಲಿ ಮಕ್ಕಳ ಕಲ್ಯಾಣ ಸಮಿತಿಯ ಸದಸ್ಯರು, ಬಾಲಕರ ಬಾಲ ಮಂದಿರದ ಅಧೀಕ್ಷಕರು, ಜಿಲ್ಲಾ ಮಕ್ಕಳ ರಕ್ಷಣಾ ಘಟಕದ ಸಿಬ್ಬಂದಿ ಉಪಸ್ಥಿತರಿದ್ದರು. ಬಾಲಕಿಯರ ಬಾಲ ಮಂದಿರದ ಅಧೀಕ್ಷಕರಾದ ಶ್ರೀಮತಿ ನಾಗರಾಜ ನಾಯಕ್ ಸ್ವಾಗತಿಸಿದರು. ನಾಗರಾಜ ನಾಯಕ್ ವಂದಿಸಿದರು. [656,359,918,426]
page-number: 3 [36,102,78,150]
article2-title: ಅಕ್ಕ ಕೆಫೆ ಕ್ಯಾಂಟೀನ್‌ಗೆ ಅಡುಗೆ ಮಾಡಲು ಸ್ವಸಹಾಯ ಗುಂಪುಗಳಿಂದ ಅರ್ಜಿ ಆಹ್ವಾನ [46,401,254,439]
article1-kicker: ಎಸ್ಸೆಸ್ಸೆಲ್ಸಿ, ಐಟಿಐ, ಡಿಪ್ಲೊಮ ವಿದ್ಯಾರ್ಥಿಗಳಿಗೆ [73,157,227,170]
vyasana-meeting-photo [656,596,918,704]
auction-notice [408,1292,630,1386]
police-title-line2: ಮನೆಮನೆಗೆ ಪೊಲೀಸ್ ಕಾರ್ಯಕ್ರಮಕ್ಕೆ ಚಾಲನೆ [122,997,538,1032]
